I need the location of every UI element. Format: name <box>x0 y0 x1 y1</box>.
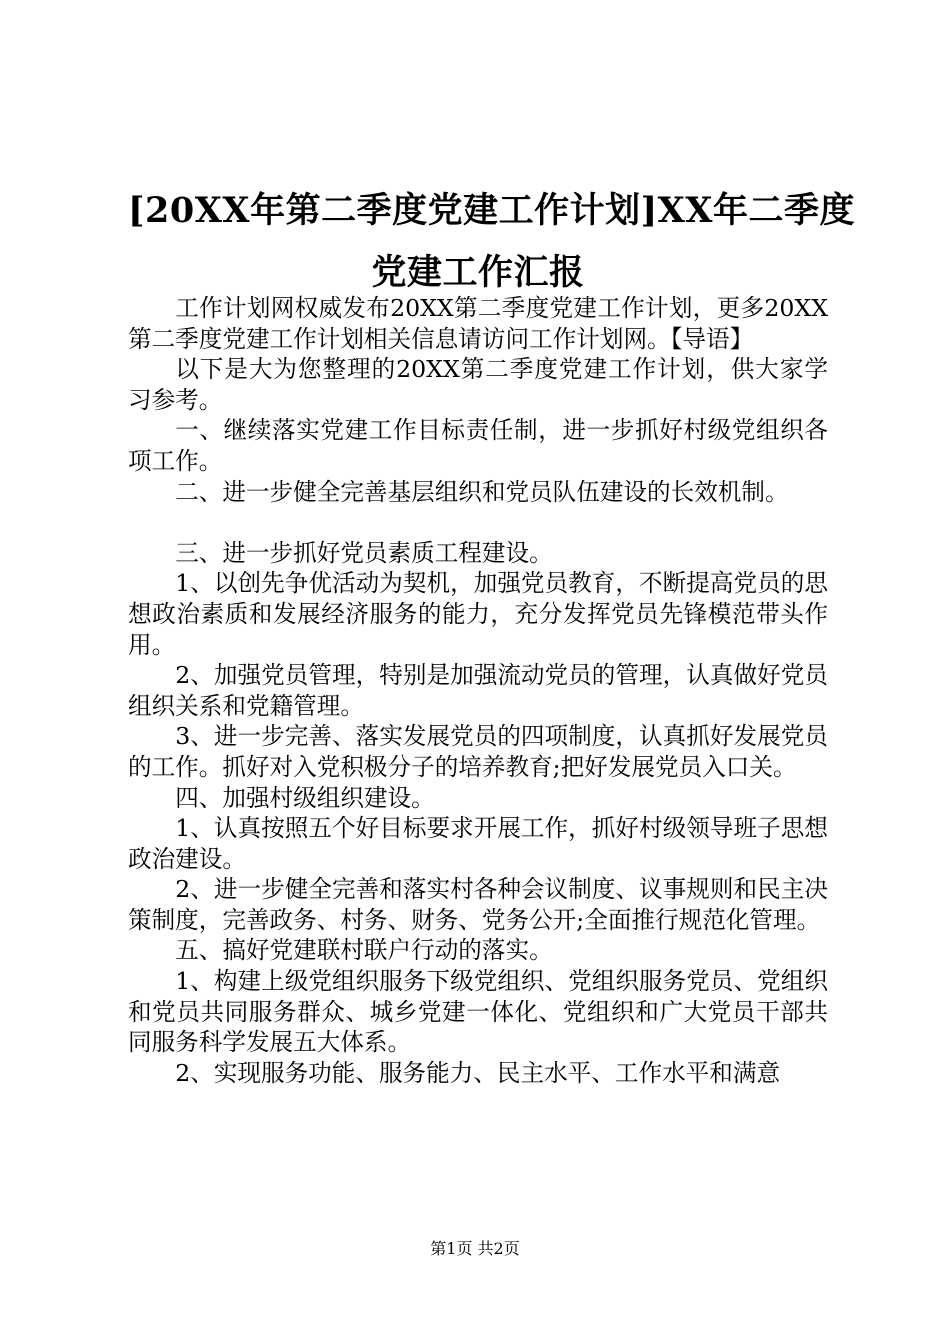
document-body <box>128 293 828 1088</box>
paragraph-intro: 工作计划网权威发布20XX第二季度党建工作计划，更多20XX第二季度党建工作计划相关信息请访问工作计划网。【导语】 <box>128 294 828 353</box>
paragraph-item: 2、实现服务功能、服务能力、民主水平、工作水平和满意 <box>175 1058 781 1087</box>
paragraph-section-2: 二、进一步健全完善基层组织和党员队伍建设的长效机制。 <box>175 477 789 506</box>
paragraph-item: 2、加强党员管理，特别是加强流动党员的管理，认真做好党员组织关系和党籍管理。 <box>128 661 828 720</box>
title-line-2: 党建工作汇报 <box>371 252 585 293</box>
document-title <box>128 180 855 304</box>
title-line-1: [20XX年第二季度党建工作计划]XX年二季度 <box>128 190 855 231</box>
paragraph-section-4: 四、加强村级组织建设。 <box>175 783 435 812</box>
paragraph-item: 3、进一步完善、落实发展党员的四项制度，认真抓好发展党员的工作。抓好对入党积极分子的培养教育;把好发展党员入口关。 <box>128 722 828 781</box>
paragraph-section-3: 三、进一步抓好党员素质工程建设。 <box>175 538 553 567</box>
paragraph-item: 2、进一步健全完善和落实村各种会议制度、议事规则和民主决策制度，完善政务、村务、财务、党务公开;全面推行规范化管理。 <box>128 875 828 934</box>
paragraph-section-1: 一、继续落实党建工作目标责任制，进一步抓好村级党组织各项工作。 <box>128 416 828 475</box>
paragraph-section-5: 五、搞好党建联村联户行动的落实。 <box>175 936 553 965</box>
page-footer: 第1页 共2页 <box>430 1239 520 1258</box>
paragraph-lead: 以下是大为您整理的20XX第二季度党建工作计划，供大家学习参考。 <box>128 355 828 414</box>
paragraph-item: 1、构建上级党组织服务下级党组织、党组织服务党员、党组织和党员共同服务群众、城乡党建一体化、党组织和广大党员干部共同服务科学发展五大体系。 <box>128 967 828 1057</box>
paragraph-item: 1、以创先争优活动为契机，加强党员教育，不断提高党员的思想政治素质和发展经济服务的能力，充分发挥党员先锋模范带头作用。 <box>128 569 828 659</box>
paragraph-item: 1、认真按照五个好目标要求开展工作，抓好村级领导班子思想政治建设。 <box>128 814 828 873</box>
